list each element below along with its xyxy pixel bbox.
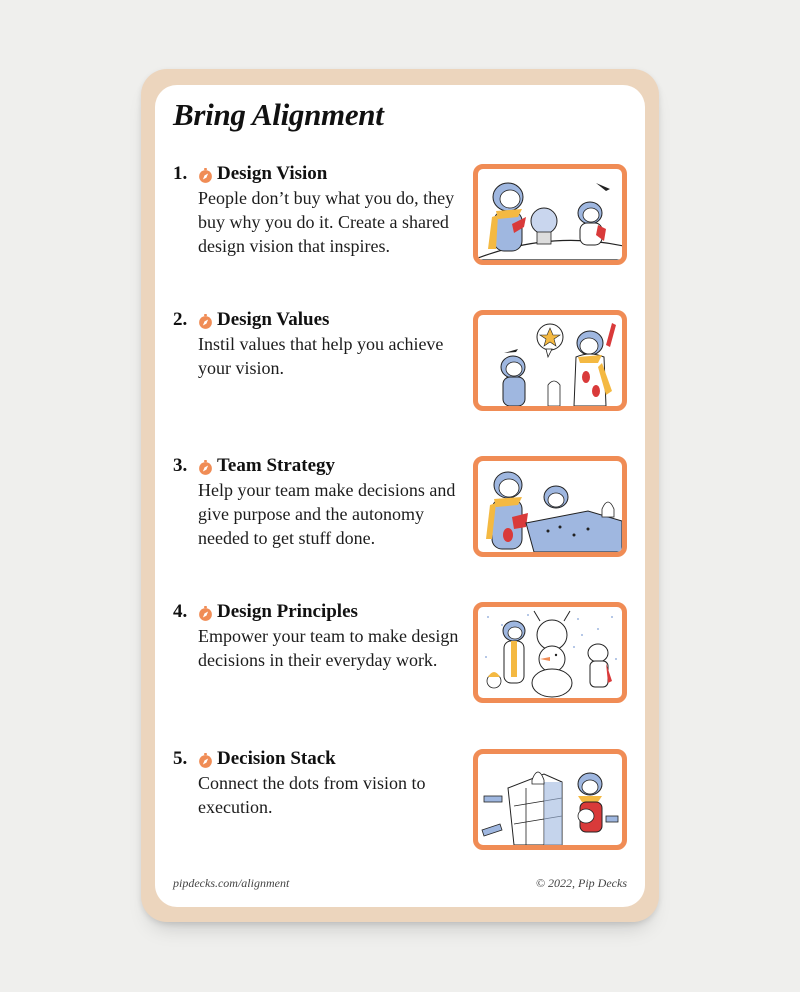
item-number: 4. xyxy=(173,601,188,622)
item-number: 3. xyxy=(173,455,188,476)
footer-copyright: © 2022, Pip Decks xyxy=(535,876,627,890)
item-description: Connect the dots from vision to execution. xyxy=(198,773,426,817)
card xyxy=(141,69,659,922)
compass-icon xyxy=(198,313,213,328)
item-description: Instil values that help you achieve your vision. xyxy=(198,334,444,378)
item-description: Empower your team to make design decisions in their everyday work. xyxy=(198,626,459,670)
illustration-image xyxy=(478,461,622,552)
compass-icon xyxy=(198,459,213,474)
list-item-team-strategy xyxy=(173,454,633,564)
illustration-characters-building-snowman xyxy=(473,602,627,703)
compass-icon xyxy=(198,752,213,767)
illustration-image xyxy=(478,169,622,260)
item-heading: Decision Stack xyxy=(217,748,336,769)
illustration-characters-cheering-with-star xyxy=(473,310,627,411)
item-description: People don’t buy what you do, they buy why you do it. Create a shared design vision that inspires. xyxy=(198,188,455,256)
item-heading: Team Strategy xyxy=(217,455,336,476)
illustration-characters-stacking-blocks xyxy=(473,749,627,850)
item-heading: Design Principles xyxy=(217,601,358,622)
item-number: 2. xyxy=(173,309,188,330)
item-description: Help your team make decisions and give purpose and the autonomy needed to get stuff done. xyxy=(198,480,456,548)
illustration-image xyxy=(478,754,622,845)
list-item-design-values xyxy=(173,308,633,418)
item-number: 1. xyxy=(173,163,188,184)
list-item-design-principles xyxy=(173,600,633,710)
item-heading: Design Values xyxy=(217,309,330,330)
illustration-image xyxy=(478,315,622,406)
item-number: 5. xyxy=(173,748,188,769)
list-item-decision-stack xyxy=(173,747,633,857)
illustration-image xyxy=(478,607,622,698)
card-title: Bring Alignment xyxy=(173,97,384,132)
card-face xyxy=(155,85,645,907)
list-item-design-vision xyxy=(173,162,633,272)
compass-icon xyxy=(198,605,213,620)
illustration-characters-with-crystal-ball xyxy=(473,164,627,265)
illustration-characters-planning-on-map xyxy=(473,456,627,557)
footer-url: pipdecks.com/alignment xyxy=(173,876,290,890)
item-heading: Design Vision xyxy=(217,163,328,184)
compass-icon xyxy=(198,167,213,182)
